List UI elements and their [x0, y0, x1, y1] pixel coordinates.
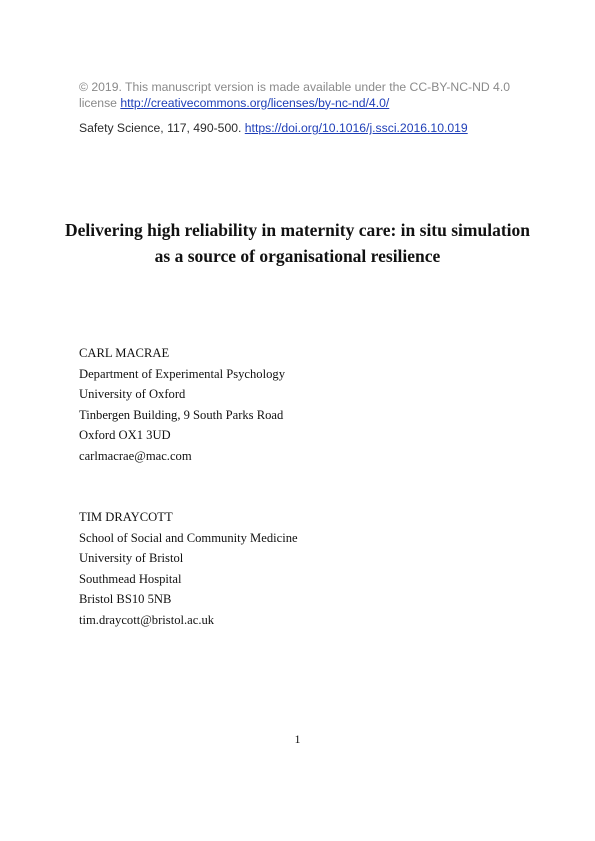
- author-name: TIM DRAYCOTT: [79, 510, 173, 524]
- author-block-2: [79, 507, 399, 630]
- affiliation-line: Tinbergen Building, 9 South Parks Road: [79, 407, 284, 422]
- affiliation-line: Oxford OX1 3UD: [79, 428, 171, 442]
- doi-link[interactable]: https://doi.org/10.1016/j.ssci.2016.10.019: [244, 121, 468, 135]
- license-notice: [79, 80, 519, 111]
- author-block-1: [79, 343, 399, 466]
- affiliation-line: Bristol BS10 5NB: [79, 592, 172, 606]
- author-name: CARL MACRAE: [79, 346, 170, 360]
- affiliation-line: University of Bristol: [79, 551, 184, 565]
- citation: [79, 121, 539, 136]
- affiliation-line: Southmead Hospital: [79, 571, 182, 586]
- author-email: carlmacrae@mac.com: [79, 448, 192, 463]
- author-email: tim.draycott@bristol.ac.uk: [79, 612, 215, 627]
- citation-text: Safety Science, 117, 490-500.: [79, 121, 242, 135]
- license-link[interactable]: http://creativecommons.org/licenses/by-nc-nd/4.0/: [120, 95, 390, 110]
- paper-title: Delivering high reliability in maternity care: in situ simulation as a source of organisational resilience: [64, 220, 531, 266]
- page-number: 1: [294, 732, 301, 746]
- affiliation-line: University of Oxford: [79, 387, 186, 401]
- license-text: © 2019. This manuscript version is made available under the CC-BY-NC-ND 4.0 license: [79, 80, 510, 110]
- affiliation-line: School of Social and Community Medicine: [79, 530, 298, 545]
- affiliation-line: Department of Experimental Psychology: [79, 366, 285, 381]
